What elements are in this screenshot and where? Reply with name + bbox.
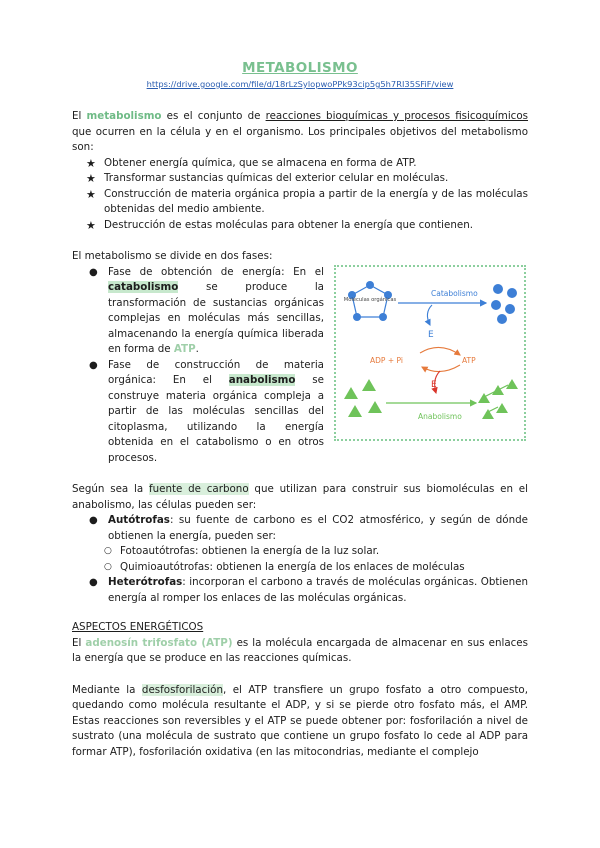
page-title: METABOLISMO [242,60,358,76]
list-item-heterotrofas: ● Heterótrofas: incorporan el carbono a través de moléculas orgánicas. Obtienen energía al romper los enlaces de las moléculas orgánicas. [89,576,528,604]
circle-bullet-icon: ○ [104,546,112,556]
star-bullet-icon: ★ [86,156,96,170]
star-bullet-icon: ★ [86,172,96,185]
pentagon-label: Moléculas orgánicas [343,297,397,303]
dot-bullet-icon: ● [89,266,98,278]
list-item: ○ Fotoautótrofas: obtienen la energía de la luz solar. [104,544,528,560]
catabolismo-label: Catabolismo [431,289,478,298]
desfosforilacion-paragraph: Mediante la desfosforilación, el ATP transfiere un grupo fosfato a otro compuesto, quedando como molécula resultante el ADP, y si se pierde otro fosfato más, el AMP. Estas reacciones son reversibles y el ATP se puede obtener por: fosforilación a nivel de sustrato (una molécula de sustrato que contiene un grupo fosfato lo cede al ADP para formar ATP), fosforilación oxidativa (en las mitocondrias, mediante el complejo [72,683,528,758]
metabolism-diagram-svg [336,267,523,438]
cell-types-list-2 [72,575,528,606]
atp-label: ATP [462,356,476,365]
document-page [72,60,528,760]
phases-intro: El metabolismo se divide en dos fases: [72,250,273,262]
list-item: ★ Construcción de materia orgánica propia a partir de la energía y de las moléculas obtenidas del medio ambiente. [86,187,528,215]
list-item-anabolismo: ● Fase de construcción de materia orgánica: En el anabolismo se construye materia orgánica compleja a partir de las moléculas sencillas del citoplasma, utilizando la energía obtenida en el catabolismo o en otros procesos. [89,358,324,464]
dot-bullet-icon: ● [89,359,98,371]
dot-bullet-icon: ● [89,515,98,526]
keyword-metabolismo: metabolismo [86,110,162,122]
keyword-fuente-carbono: fuente de carbono [148,483,249,495]
atp-synthesis-arrow [420,347,460,355]
energy-paragraph: El adenosín trifosfato (ATP) es la molécula encargada de almacenar en sus enlaces la energía que se produce en las reacciones químicas. [72,636,529,664]
star-bullet-icon: ★ [86,187,96,201]
list-item-autotrofas: ● Autótrofas: su fuente de carbono es el CO2 atmosférico, y según de dónde obtienen la energía, pueden ser: [89,514,528,542]
energy-blue-label: E [428,330,434,340]
dot-bullet-icon: ● [89,577,98,588]
objectives-list [72,156,528,234]
list-item-catabolismo: ● Fase de obtención de energía: En el catabolismo se produce la transformación de sustancias orgánicas complejas en moléculas más sencillas, almacenando la energía química liberada en forma de ATP. [89,265,324,355]
atp-hydrolysis-arrow [422,365,460,372]
cell-types-list [72,513,528,544]
star-bullet-icon: ★ [86,218,96,232]
intro-paragraph: El metabolismo es el conjunto de reacciones bioquímicas y procesos fisicoquímicos que ocurren en la célula y en el organismo. Los principales objetivos del metabolismo son: [72,110,529,153]
simple-molecules-green [344,379,382,417]
simple-molecules-blue [491,284,517,324]
keyword-reacciones: reacciones bioquímicas y procesos fisicoquímicos [265,110,529,122]
energy-red-label: E [431,380,437,390]
autotrofas-sublist [72,544,528,575]
keyword-catabolismo: catabolismo [108,281,179,293]
phases-section [72,249,528,466]
metabolism-diagram [334,265,526,441]
energy-blue-arrow [427,305,432,325]
list-item: ★ Destrucción de estas moléculas para obtener la energía que contienen. [86,218,474,232]
keyword-desfosforilacion: desfosforilación [141,683,223,696]
adp-label: ADP + Pi [370,356,403,365]
phases-list [72,265,324,467]
list-item: ○ Quimioautótrofas: obtienen la energía de los enlaces de moléculas [104,560,528,576]
list-item: ★ Transformar sustancias químicas del exterior celular en moléculas. [86,172,449,185]
keyword-atp: ATP [173,343,196,355]
anabolismo-label: Anabolismo [418,412,462,421]
keyword-atp-full: adenosín trifosfato (ATP) [85,636,233,649]
list-item: ★ Obtener energía química, que se almacena en forma de ATP. [86,156,417,170]
energy-heading: ASPECTOS ENERGÉTICOS [72,621,204,633]
drive-link[interactable]: https://drive.google.com/file/d/18rLzSylopwoPPk93cip5g5h7RI35SFiF/view [146,79,454,89]
circle-bullet-icon: ○ [104,561,112,572]
keyword-anabolismo: anabolismo [228,374,296,386]
carbon-paragraph: Según sea la fuente de carbono que utilizan para construir sus biomoléculas en el anabolismo, las células pueden ser: [72,483,528,511]
